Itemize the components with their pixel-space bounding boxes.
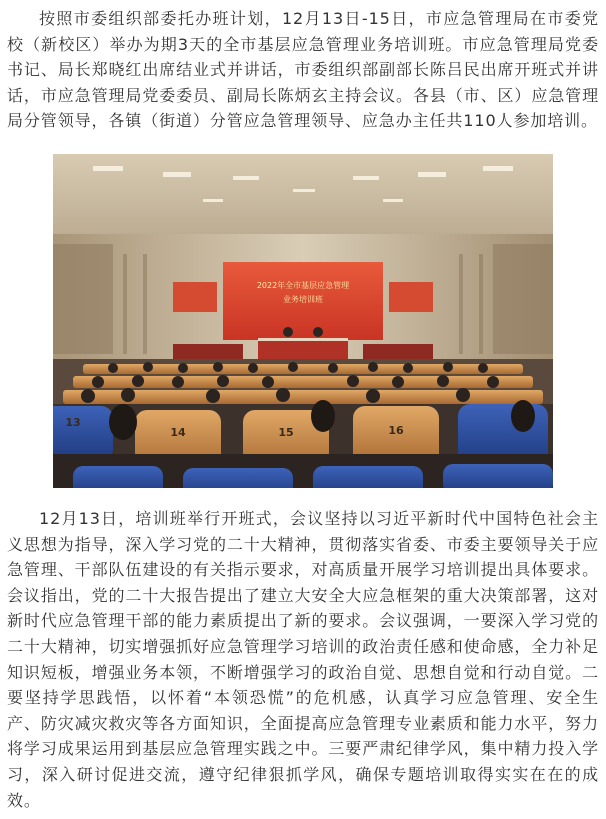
screen-title-line2: 业务培训班	[283, 295, 323, 304]
intro-paragraph: 按照市委组织部委托办班计划，12月13日-15日，市应急管理局在市委党校（新校区）举办为期3天的全市基层应急管理业务培训班。市应急管理局党委书记、局长郑晓红出席结业式并讲话，市委组织部副部长陈吕民出席开班式并讲话，市应急管理局党委委员、副局长陈炳玄主持会议。各县（市、区）应急管理局分管领导，各镇（街道）分管应急管理领导、应急办主任共110人参加培训。	[7, 9, 599, 131]
seat-number-14: 14	[170, 426, 186, 439]
screen-title-line1: 2022年全市基层应急管理	[256, 281, 350, 290]
seat-number-15: 15	[278, 426, 294, 439]
seat-number-16: 16	[388, 424, 404, 437]
right-side-screen	[389, 282, 433, 312]
seat-number-13: 13	[65, 416, 81, 429]
meeting-photo	[53, 154, 553, 488]
left-side-screen	[173, 282, 217, 312]
body-paragraph: 12月13日，培训班举行开班式，会议坚持以习近平新时代中国特色社会主义思想为指导，深入学习党的二十大精神，贯彻落实省委、市委主要领导关于应急管理、干部队伍建设的有关指示要求，对高质量开展学习培训提出具体要求。会议指出，党的二十大报告提出了建立大安全大应急框架的重大决策部署，这对新时代应急管理干部的能力素质提出了新的要求。会议强调，一要深入学习党的二十大精神，切实增强抓好应急管理学习培训的政治责任感和使命感，全力补足知识短板，增强业务本领，不断增强学习的政治自觉、思想自觉和行动自觉。二要坚持学思践悟，以怀着“本领恐慌”的危机感，认真学习应急管理、安全生产、防灾减灾救灾等各方面知识，全面提高应急管理专业素质和能力水平，努力将学习成果运用到基层应急管理实践之中。三要严肃纪律学风，集中精力投入学习，深入研讨促进交流，遵守纪律狠抓学风，确保专题培训取得实实在在的成效。	[7, 509, 599, 810]
